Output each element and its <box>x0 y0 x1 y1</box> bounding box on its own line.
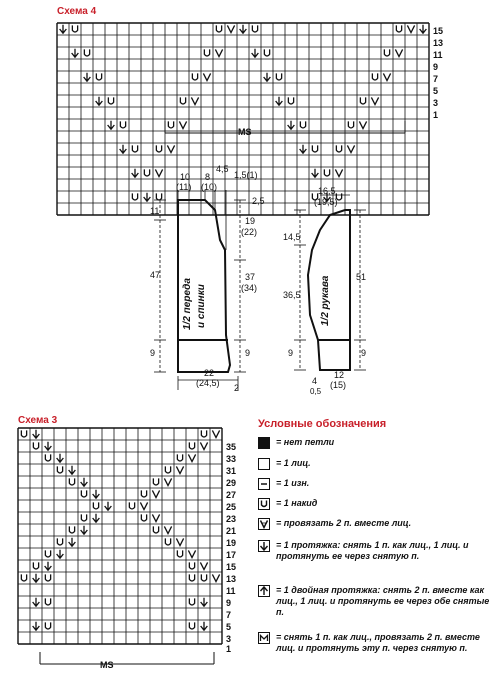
stitch-symbol <box>84 49 89 56</box>
stitch-symbol <box>69 538 76 546</box>
stitch-symbol <box>33 598 40 606</box>
stitch-symbol <box>336 145 341 152</box>
stitch-symbol <box>152 514 159 521</box>
stitch-symbol <box>45 454 50 461</box>
stitch-symbol <box>33 562 38 569</box>
front-back-label-1: 1/2 переда <box>182 278 193 330</box>
front-dim-right-mid2b: (34) <box>241 283 258 293</box>
stitch-symbol <box>407 25 414 32</box>
legend-text: = 1 лиц. <box>276 458 311 468</box>
sleeve-dim-bottom-a: 4 <box>312 376 318 386</box>
row-label: 17 <box>226 550 237 560</box>
stitch-symbol <box>201 430 206 437</box>
stitch-symbol <box>215 49 222 56</box>
row-label: 23 <box>226 514 237 524</box>
sleeve-dim-right-bot: 9 <box>361 348 367 358</box>
sleeve-dim-left-top: 14,5 <box>283 232 301 242</box>
stitch-symbol <box>200 562 207 569</box>
stitch-symbol <box>57 550 64 558</box>
stitch-symbol <box>132 169 139 177</box>
stitch-symbol <box>204 49 209 56</box>
stitch-symbol <box>33 442 38 449</box>
stitch-symbol <box>153 478 158 485</box>
row-label: 7 <box>433 74 439 84</box>
stitch-symbol <box>300 145 307 153</box>
stitch-symbol <box>93 514 100 522</box>
stitch-symbol <box>33 622 40 630</box>
stitch-symbol <box>152 490 159 497</box>
row-label: 5 <box>226 622 232 632</box>
stitch-symbol <box>177 454 182 461</box>
row-label: 15 <box>433 26 444 36</box>
stitch-symbol <box>227 25 234 32</box>
stitch-symbol <box>45 598 50 605</box>
stitch-symbol <box>176 466 183 473</box>
row-label: 35 <box>226 442 237 452</box>
stitch-symbol <box>189 598 194 605</box>
row-label: 1 <box>226 644 232 654</box>
row-label: 33 <box>226 454 237 464</box>
stitch-symbol <box>141 490 146 497</box>
legend-text: = 1 изн. <box>276 478 310 488</box>
empty-square-icon <box>258 458 270 470</box>
stitch-symbol <box>312 145 317 152</box>
scheme-3-title: Схема 3 <box>18 415 58 426</box>
stitch-symbol <box>81 526 88 534</box>
stitch-symbol <box>84 73 91 81</box>
front-dim-left-bot: 9 <box>150 348 156 358</box>
stitch-symbol <box>144 169 149 176</box>
stitch-symbol <box>252 25 257 32</box>
stitch-symbol <box>201 598 208 606</box>
stitch-symbol <box>120 145 127 153</box>
sleeve-dim-bottom-b2: (15) <box>330 380 347 390</box>
stitch-symbol <box>132 145 137 152</box>
sleeve-dim-top-b: (19,5) <box>314 197 338 207</box>
stitch-symbol <box>141 514 146 521</box>
stitch-symbol <box>360 97 365 104</box>
stitch-symbol <box>57 454 64 462</box>
legend-text: = 1 двойная протяжка: снять 2 п. вместе как лиц., 1 лиц. и протянуть ее через обе снятые п. <box>276 585 490 617</box>
stitch-symbol <box>180 97 185 104</box>
stitch-symbol <box>200 442 207 449</box>
stitch-symbol <box>288 97 293 104</box>
front-dim-bottom-side: 2 <box>234 383 240 393</box>
scheme-4-title: Схема 4 <box>57 6 97 17</box>
stitch-symbol <box>33 574 40 582</box>
stitch-symbol <box>189 622 194 629</box>
row-label: 11 <box>433 50 443 60</box>
scheme-3-ms-bracket <box>18 650 228 670</box>
front-dim-bottom-b: (24,5) <box>196 378 220 388</box>
stitch-symbol <box>93 490 100 498</box>
stitch-symbol <box>108 97 113 104</box>
legend-text: = провязать 2 п. вместе лиц. <box>276 518 412 528</box>
stitch-symbol <box>165 466 170 473</box>
stitch-symbol <box>189 574 194 581</box>
stitch-symbol <box>45 550 50 557</box>
stitch-symbol <box>45 574 50 581</box>
stitch-symbol <box>164 526 171 533</box>
stitch-symbol <box>212 574 219 581</box>
stitch-symbol <box>45 622 50 629</box>
front-dim-right-bot: 9 <box>245 348 251 358</box>
stitch-symbol <box>153 526 158 533</box>
stitch-symbol <box>81 490 86 497</box>
stitch-symbol <box>45 442 52 450</box>
front-dim-right-mid2: 37 <box>245 272 256 282</box>
stitch-symbol <box>105 502 112 510</box>
scheme-4-ms-label: MS <box>238 127 252 137</box>
front-dim-right-mid1b: (22) <box>241 227 258 237</box>
stitch-symbol <box>216 25 221 32</box>
sleeve-dim-bottom: 12 <box>334 370 345 380</box>
stitch-symbol <box>96 73 101 80</box>
stitch-symbol <box>155 169 162 176</box>
front-dim-top-2b: (10) <box>201 182 218 192</box>
row-label: 3 <box>226 634 232 644</box>
stitch-symbol <box>372 73 377 80</box>
front-dim-left-top: 11 <box>150 206 160 216</box>
row-label: 1 <box>433 110 439 120</box>
stitch-symbol <box>420 25 427 33</box>
front-dim-bottom: 22 <box>204 368 215 378</box>
stitch-symbol <box>177 550 182 557</box>
stitch-symbol <box>21 430 26 437</box>
dash-square-icon <box>258 478 270 490</box>
stitch-symbol <box>371 97 378 104</box>
stitch-symbol <box>335 169 342 176</box>
front-back-label-2: и спинки <box>196 284 207 328</box>
stitch-symbol <box>384 49 389 56</box>
stitch-symbol <box>69 466 76 474</box>
sleeve-dim-top: 16,5 <box>318 186 336 196</box>
front-dim-top-3: 4,5 <box>216 164 229 174</box>
sleeve-label: 1/2 рукава <box>320 275 331 326</box>
stitch-symbol <box>189 562 194 569</box>
stitch-symbol <box>240 25 247 33</box>
row-label: 13 <box>433 38 444 48</box>
sleeve-dim-bottom-b: 0,5 <box>310 387 322 396</box>
stitch-symbol <box>212 430 219 437</box>
u-symbol-icon <box>258 498 270 510</box>
row-label: 9 <box>433 62 439 72</box>
stitch-symbol <box>324 169 329 176</box>
legend-text: = нет петли <box>276 437 335 447</box>
stitch-symbol <box>72 49 79 57</box>
row-label: 3 <box>433 98 439 108</box>
front-dim-top-1: 10 <box>180 172 191 182</box>
stitch-symbol <box>140 502 147 509</box>
stitch-symbol <box>188 454 195 461</box>
legend-text: = снять 1 п. как лиц., провязать 2 п. вместе лиц. и протянуть эту п. через снятую п. <box>276 632 480 653</box>
front-dim-top-1b: (11) <box>176 182 192 192</box>
stitch-symbol <box>167 145 174 152</box>
scheme-3-grid <box>18 428 221 649</box>
scheme-4-grid <box>57 23 429 119</box>
stitch-symbol <box>264 49 269 56</box>
filled-square-icon <box>258 437 270 449</box>
stitch-symbol <box>132 193 137 200</box>
stitch-symbol <box>81 514 86 521</box>
sleeve-dim-right-mid: 51 <box>356 272 367 282</box>
legend-text: = 1 накид <box>276 498 318 508</box>
scheme-3-ms-label: MS <box>100 660 114 670</box>
stitch-symbol <box>165 538 170 545</box>
legend-title: Условные обозначения <box>258 418 387 430</box>
m-symbol-icon <box>258 632 270 644</box>
sleeve-dim-left-bot: 9 <box>288 348 294 358</box>
row-label: 29 <box>226 478 237 488</box>
stitch-symbol <box>21 574 26 581</box>
stitch-symbol <box>69 478 74 485</box>
stitch-symbol <box>57 538 62 545</box>
stitch-symbol <box>347 145 354 152</box>
row-label: 5 <box>433 86 439 96</box>
row-label: 31 <box>226 466 237 476</box>
front-dim-right-mid1: 19 <box>245 216 256 226</box>
front-dim-top-2: 8 <box>205 172 211 182</box>
row-label: 11 <box>226 586 236 596</box>
row-label: 9 <box>226 598 232 608</box>
row-label: 19 <box>226 538 237 548</box>
stitch-symbol <box>192 73 197 80</box>
stitch-symbol <box>33 430 40 438</box>
row-label: 27 <box>226 490 237 500</box>
stitch-symbol <box>57 466 62 473</box>
stitch-symbol <box>191 97 198 104</box>
front-dim-top-4: 1,5(1) <box>234 170 258 180</box>
stitch-symbol <box>276 97 283 105</box>
stitch-symbol <box>189 442 194 449</box>
stitch-symbol <box>69 526 74 533</box>
row-label: 21 <box>226 526 237 536</box>
arrow-down-icon <box>258 540 270 552</box>
stitch-symbol <box>201 622 208 630</box>
row-label: 7 <box>226 610 232 620</box>
stitch-symbol <box>81 478 88 486</box>
stitch-symbol <box>45 562 52 570</box>
stitch-symbol <box>383 73 390 80</box>
stitch-symbol <box>188 550 195 557</box>
stitch-symbol <box>396 25 401 32</box>
v-symbol-icon <box>258 518 270 530</box>
row-label: 15 <box>226 562 237 572</box>
arrow-up-icon <box>258 585 270 597</box>
stitch-symbol <box>93 502 98 509</box>
sleeve-dim-left-mid: 36,5 <box>283 290 301 300</box>
stitch-symbol <box>129 502 134 509</box>
stitch-symbol <box>203 73 210 80</box>
stitch-symbol <box>201 574 206 581</box>
front-dim-left-mid: 47 <box>150 270 161 280</box>
stitch-symbol <box>276 73 281 80</box>
stitch-symbol <box>156 145 161 152</box>
stitch-symbol <box>96 97 103 105</box>
stitch-symbol <box>395 49 402 56</box>
row-label: 13 <box>226 574 237 584</box>
stitch-symbol <box>264 73 271 81</box>
stitch-symbol <box>72 25 77 32</box>
stitch-symbol <box>312 169 319 177</box>
front-dim-right-top: 2,5 <box>252 196 265 206</box>
stitch-symbol <box>176 538 183 545</box>
row-label: 25 <box>226 502 237 512</box>
legend-text: = 1 протяжка: снять 1 п. как лиц., 1 лиц. и протянуть ее через снятую п. <box>276 540 469 561</box>
stitch-symbol <box>60 25 67 33</box>
stitch-symbol <box>252 49 259 57</box>
stitch-symbol <box>164 478 171 485</box>
